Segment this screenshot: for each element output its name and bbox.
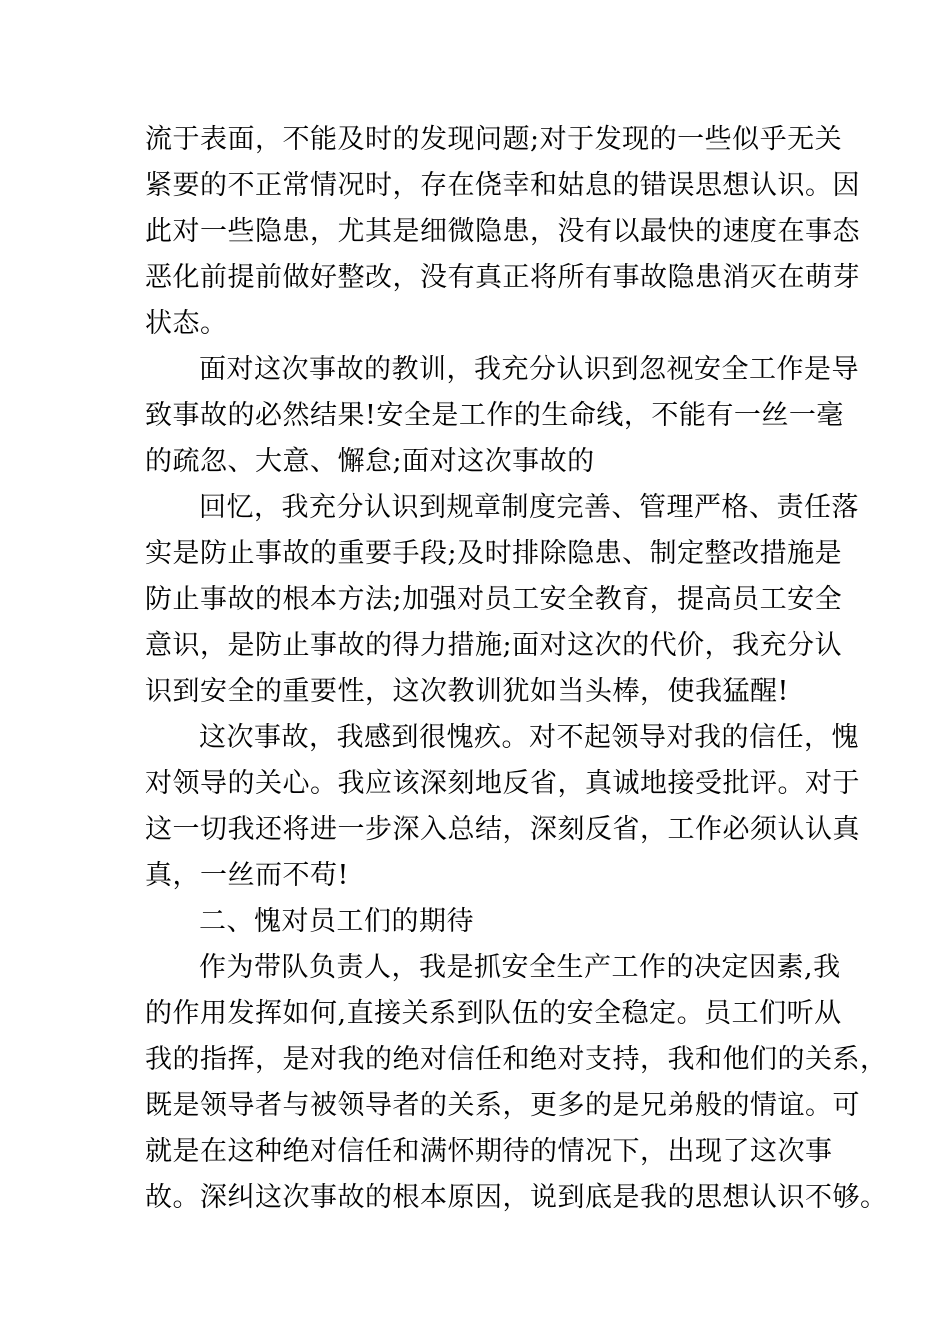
paragraph — [145, 715, 860, 899]
text-line: 致事故的必然结果!安全是工作的生命线，不能有一丝一毫 — [145, 400, 844, 431]
text-line: 识到安全的重要性，这次教训犹如当头棒，使我猛醒! — [145, 676, 789, 707]
paragraph — [145, 117, 860, 347]
paragraph — [145, 347, 859, 485]
text-line: 这次事故，我感到很愧疚。对不起领导对我的信任，愧 — [199, 722, 859, 753]
text-line: 故。深纠这次事故的根本原因，说到底是我的思想认识不够。 — [145, 1182, 888, 1213]
text-line: 防止事故的根本方法;加强对员工安全教育，提高员工安全 — [145, 584, 843, 615]
text-line: 对领导的关心。我应该深刻地反省，真诚地接受批评。对于 — [145, 768, 860, 799]
paragraph — [145, 945, 888, 1221]
text-line: 此对一些隐患，尤其是细微隐患，没有以最快的速度在事态 — [145, 216, 860, 247]
text-line: 实是防止事故的重要手段;及时排除隐患、制定整改措施是 — [145, 538, 843, 569]
text-line: 我的指挥，是对我的绝对信任和绝对支持，我和他们的关系， — [145, 1044, 888, 1075]
text-line: 的疏忽、大意、懈怠;面对这次事故的 — [145, 446, 595, 477]
text-line: 意识，是防止事故的得力措施;面对这次的代价，我充分认 — [145, 630, 843, 661]
paragraph — [145, 485, 859, 715]
text-line: 作为带队负责人，我是抓安全生产工作的决定因素,我 — [199, 952, 841, 983]
text-line: 既是领导者与被领导者的关系，更多的是兄弟般的情谊。可 — [145, 1090, 860, 1121]
text-line: 状态。 — [145, 308, 228, 339]
text-line: 二、愧对员工们的期待 — [199, 906, 474, 937]
text-line: 回忆，我充分认识到规章制度完善、管理严格、责任落 — [199, 492, 859, 523]
text-line: 恶化前提前做好整改，没有真正将所有事故隐患消灭在萌芽 — [145, 262, 860, 293]
document-body — [145, 117, 888, 1221]
text-line: 这一切我还将进一步深入总结，深刻反省，工作必须认认真 — [145, 814, 860, 845]
text-line: 的作用发挥如何,直接关系到队伍的安全稳定。员工们听从 — [145, 998, 842, 1029]
section-heading — [145, 899, 825, 945]
text-line: 紧要的不正常情况时，存在侥幸和姑息的错误思想认识。因 — [145, 170, 860, 201]
text-line: 真，一丝而不苟! — [145, 860, 349, 891]
text-line: 就是在这种绝对信任和满怀期待的情况下，出现了这次事 — [145, 1136, 833, 1167]
text-line: 面对这次事故的教训，我充分认识到忽视安全工作是导 — [199, 354, 859, 385]
text-line: 流于表面，不能及时的发现问题;对于发现的一些似乎无关 — [145, 124, 843, 155]
